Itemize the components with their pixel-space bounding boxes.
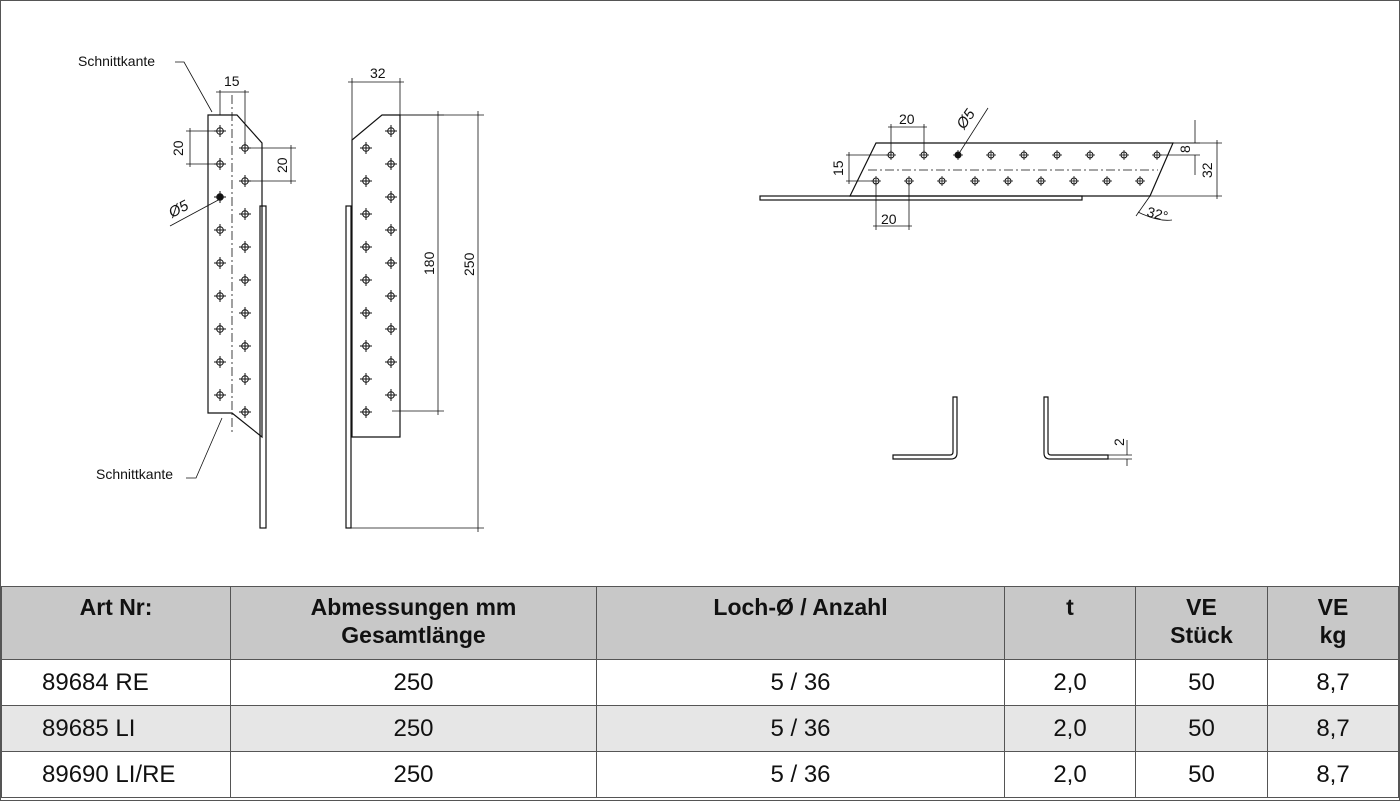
strap-outline-middle xyxy=(352,115,400,437)
dim-dia5-right: Ø5 xyxy=(953,106,979,133)
strap-edge-middle xyxy=(346,206,351,528)
dim-15-left: 15 xyxy=(224,73,240,89)
label-schnittkante-top: Schnittkante xyxy=(78,53,156,69)
header-loch: Loch-Ø / Anzahl xyxy=(597,587,1005,660)
middle-view xyxy=(346,78,484,532)
cell-art-nr: 89690 LI/RE xyxy=(2,752,231,798)
header-ve-kg: VE kg xyxy=(1268,587,1399,660)
header-art-nr: Art Nr: xyxy=(2,587,231,660)
strap-outline-left xyxy=(208,115,262,437)
cell-loch: 5 / 36 xyxy=(597,752,1005,798)
cell-art-nr: 89685 LI xyxy=(2,706,231,752)
cell-ve-kg: 8,7 xyxy=(1268,660,1399,706)
cell-loch: 5 / 36 xyxy=(597,660,1005,706)
cell-t: 2,0 xyxy=(1005,752,1136,798)
dim-20-top: 20 xyxy=(899,111,915,127)
header-abmessungen: Abmessungen mm Gesamtlänge xyxy=(231,587,597,660)
cell-abmessungen: 250 xyxy=(231,660,597,706)
spec-table xyxy=(1,586,1399,798)
dim-8: 8 xyxy=(1177,145,1193,153)
strap-outline-top xyxy=(850,143,1173,196)
cell-art-nr: 89684 RE xyxy=(2,660,231,706)
cell-ve-kg: 8,7 xyxy=(1268,706,1399,752)
dim-20-bottom: 20 xyxy=(881,211,897,227)
cell-ve-kg: 8,7 xyxy=(1268,752,1399,798)
cell-loch: 5 / 36 xyxy=(597,706,1005,752)
dim-32-top: 32 xyxy=(370,65,386,81)
dim-32-right: 32 xyxy=(1199,162,1215,178)
table-row xyxy=(2,706,1399,752)
dim-15-right: 15 xyxy=(830,160,846,176)
cell-abmessungen: 250 xyxy=(231,752,597,798)
cell-ve-stueck: 50 xyxy=(1136,660,1268,706)
angle-profiles xyxy=(893,397,1132,466)
header-t: t xyxy=(1005,587,1136,660)
table-row xyxy=(2,752,1399,798)
cell-ve-stueck: 50 xyxy=(1136,706,1268,752)
dim-250: 250 xyxy=(461,252,477,276)
cell-t: 2,0 xyxy=(1005,660,1136,706)
dim-180: 180 xyxy=(421,251,437,275)
table-header-row xyxy=(2,587,1399,660)
dim-32-degrees: 32° xyxy=(1145,203,1170,225)
cell-ve-stueck: 50 xyxy=(1136,752,1268,798)
dim-20-left-a: 20 xyxy=(170,140,186,156)
right-top-view-holes xyxy=(871,150,1162,186)
left-view-holes xyxy=(214,125,251,418)
table-row xyxy=(2,660,1399,706)
dim-20-left-b: 20 xyxy=(274,157,290,173)
cell-t: 2,0 xyxy=(1005,706,1136,752)
label-schnittkante-bottom: Schnittkante xyxy=(96,466,174,482)
dim-dia5-left: Ø5 xyxy=(165,197,192,222)
left-view xyxy=(170,62,296,528)
dim-2: 2 xyxy=(1111,438,1127,446)
angle-profile-right xyxy=(1044,397,1108,459)
strap-edge-left xyxy=(260,206,266,528)
middle-view-holes xyxy=(360,125,397,418)
angle-profile-left xyxy=(893,397,957,459)
header-ve-stueck: VE Stück xyxy=(1136,587,1268,660)
cell-abmessungen: 250 xyxy=(231,706,597,752)
